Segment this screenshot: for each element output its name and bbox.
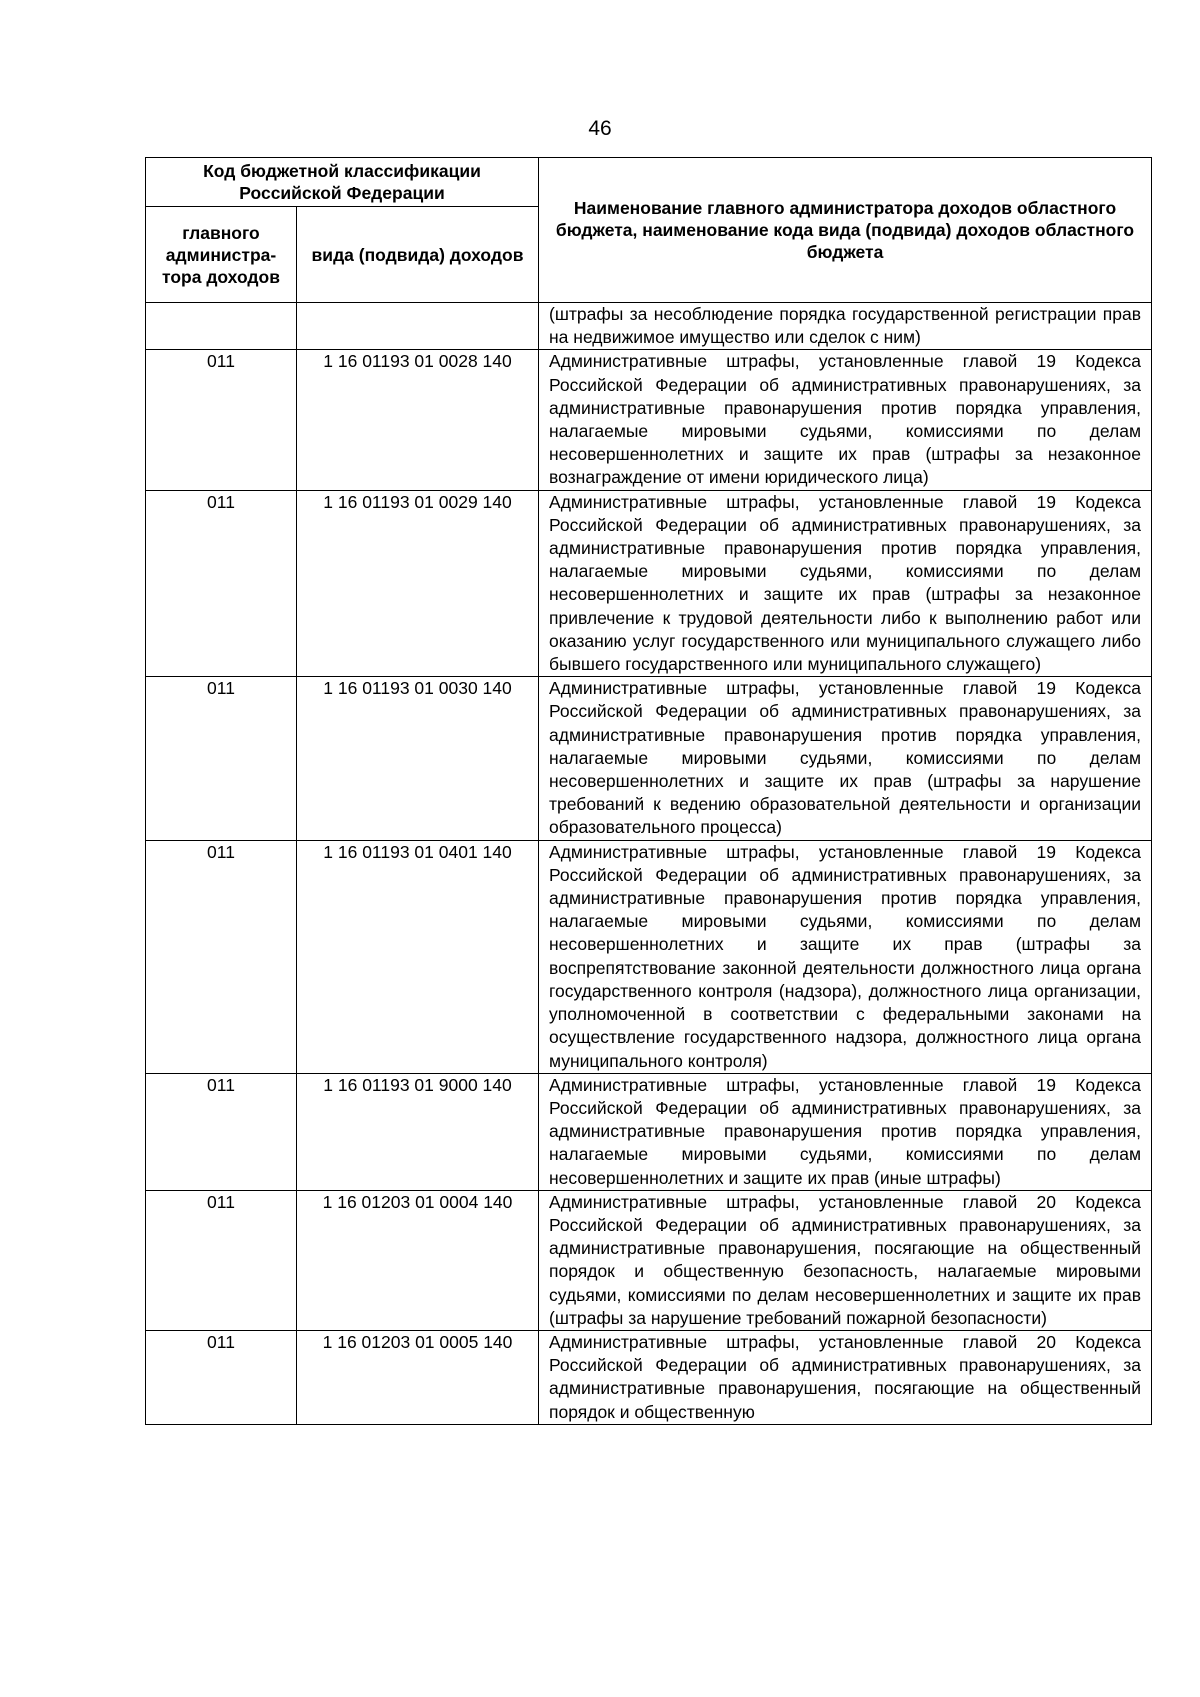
admin-code-cell: 011	[146, 840, 297, 1073]
table-header	[146, 158, 1152, 303]
revenue-code-cell: 1 16 01193 01 0028 140	[297, 350, 539, 490]
table-row	[146, 303, 1152, 350]
revenue-code-cell: 1 16 01203 01 0004 140	[297, 1190, 539, 1330]
admin-code-cell: 011	[146, 1190, 297, 1330]
table-row	[146, 1190, 1152, 1330]
revenue-name-cell: Административные штрафы, установленные главой 19 Кодекса Российской Федерации об административных правонарушениях, за административные правонарушения против порядка управления, налагаемые мировыми судьями, комиссиями по делам несовершеннолетних и защите их прав (штрафы за незаконное привлечение к трудовой деятельности либо к выполнению работ или оказанию услуг государственного или муниципального служащего либо бывшего государственного или муниципального служащего)	[539, 490, 1152, 677]
budget-classification-table	[145, 157, 1152, 1425]
table-row	[146, 1073, 1152, 1190]
revenue-code-cell	[297, 303, 539, 350]
table-row	[146, 1330, 1152, 1424]
admin-code-cell	[146, 303, 297, 350]
header-kbk-group: Код бюджетной классификации Российской Федерации	[146, 158, 539, 207]
admin-code-cell: 011	[146, 490, 297, 677]
table-row	[146, 677, 1152, 840]
page-number: 46	[588, 117, 612, 140]
admin-code-cell: 011	[146, 350, 297, 490]
revenue-name-cell: Административные штрафы, установленные главой 20 Кодекса Российской Федерации об административных правонарушениях, за административные правонарушения, посягающие на общественный порядок и общественную безопасность, налагаемые мировыми судьями, комиссиями по делам несовершеннолетних и защите их прав (штрафы за нарушение требований пожарной безопасности)	[539, 1190, 1152, 1330]
revenue-name-cell: Административные штрафы, установленные главой 19 Кодекса Российской Федерации об административных правонарушениях, за административные правонарушения против порядка управления, налагаемые мировыми судьями, комиссиями по делам несовершеннолетних и защите их прав (иные штрафы)	[539, 1073, 1152, 1190]
revenue-code-cell: 1 16 01193 01 0029 140	[297, 490, 539, 677]
revenue-code-cell: 1 16 01193 01 0401 140	[297, 840, 539, 1073]
revenue-name-cell: Административные штрафы, установленные главой 19 Кодекса Российской Федерации об административных правонарушениях, за административные правонарушения против порядка управления, налагаемые мировыми судьями, комиссиями по делам несовершеннолетних и защите их прав (штрафы за незаконное вознаграждение от имени юридического лица)	[539, 350, 1152, 490]
admin-code-cell: 011	[146, 1073, 297, 1190]
admin-code-cell: 011	[146, 1330, 297, 1424]
revenue-name-cell: Административные штрафы, установленные главой 19 Кодекса Российской Федерации об административных правонарушениях, за административные правонарушения против порядка управления, налагаемые мировыми судьями, комиссиями по делам несовершеннолетних и защите их прав (штрафы за нарушение требований к ведению образовательной деятельности и организации образовательного процесса)	[539, 677, 1152, 840]
revenue-name-cell: Административные штрафы, установленные главой 20 Кодекса Российской Федерации об административных правонарушениях, за административные правонарушения, посягающие на общественный порядок и общественную	[539, 1330, 1152, 1424]
header-name-column: Наименование главного администратора доходов областного бюджета, наименование кода вида (подвида) доходов областного бюджета	[539, 158, 1152, 303]
revenue-name-cell: (штрафы за несоблюдение порядка государственной регистрации прав на недвижимое имущество или сделок с ним)	[539, 303, 1152, 350]
table-row	[146, 840, 1152, 1073]
revenue-code-cell: 1 16 01193 01 9000 140	[297, 1073, 539, 1190]
admin-code-cell: 011	[146, 677, 297, 840]
table-row	[146, 490, 1152, 677]
revenue-code-cell: 1 16 01193 01 0030 140	[297, 677, 539, 840]
table-row	[146, 350, 1152, 490]
revenue-name-cell: Административные штрафы, установленные главой 19 Кодекса Российской Федерации об административных правонарушениях, за административные правонарушения против порядка управления, налагаемые мировыми судьями, комиссиями по делам несовершеннолетних и защите их прав (штрафы за воспрепятствование законной деятельности должностного лица органа государственного контроля (надзора), должностного лица организации, уполномоченной в соответствии с федеральными законами на осуществление государственного надзора, должностного лица органа муниципального контроля)	[539, 840, 1152, 1073]
header-admin-column: главного администра-тора доходов	[146, 207, 297, 303]
header-code-column: вида (подвида) доходов	[297, 207, 539, 303]
table-body	[146, 303, 1152, 1425]
revenue-code-cell: 1 16 01203 01 0005 140	[297, 1330, 539, 1424]
